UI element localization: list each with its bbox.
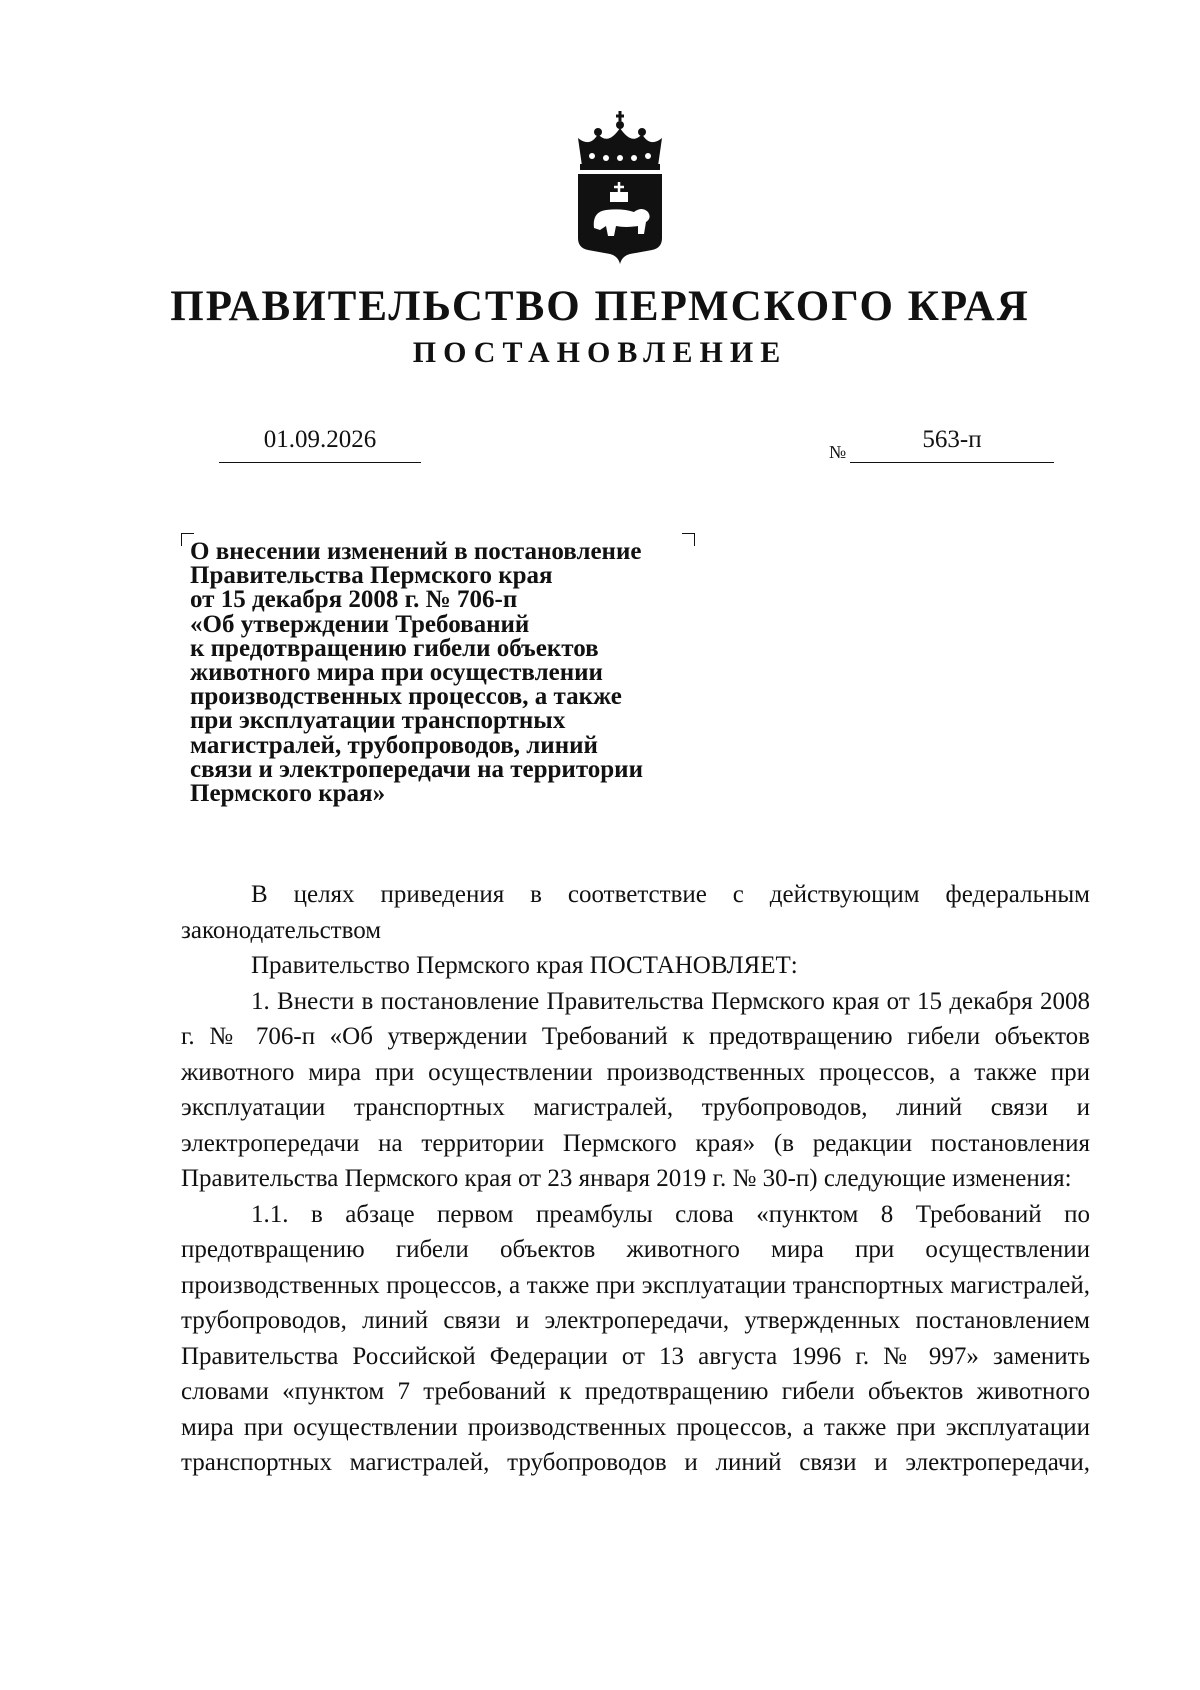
number-sign: № [829, 442, 847, 462]
subject-line: О внесении изменений в постановление [190, 538, 642, 565]
body-paragraph-item-1: 1. Внести в постановление Правительства Пермского края от 15 декабря 2008 г. № 706-п «Об утверждении Требований к предотвращению гибели объектов животного мира при осуществлении производственных процессов, а также при эксплуатации транспортных магистралей, трубопроводов, линий связи и электропередачи на территории Пермского края» (в редакции постановления Правительства Пермского края от 23 января 2019 г. № 30-п) следующие изменения: [181, 987, 1090, 1192]
body-paragraph-resolves: Правительство Пермского края ПОСТАНОВЛЯЕТ: [251, 952, 798, 979]
subject-line: связи и электропередачи на территории [190, 755, 643, 783]
subject-line: Правительства Пермского края [190, 562, 553, 590]
document-body [181, 877, 1090, 1481]
subject-line: к предотвращению гибели объектов [190, 634, 599, 662]
perm-krai-coat-of-arms-icon [572, 108, 668, 264]
document-date: 01.09.2026 [219, 422, 421, 463]
body-paragraph-item-1-1: 1.1. в абзаце первом преамбулы слова «пунктом 8 Требований по предотвращению гибели объектов животного мира при осуществлении производственных процессов, а также при эксплуатации транспортных магистралей, трубопроводов, линий связи и электропередачи, утвержденных постановлением Правительства Российской Федерации от 13 августа 1996 г. № 997» заменить словами «пунктом 7 требований к предотвращению гибели объектов животного мира при осуществлении производственных процессов, а также при эксплуатации транспортных магистралей, трубопроводов и линий связи и электропередачи, [181, 1200, 1090, 1476]
document-subject [190, 540, 710, 806]
subject-line: производственных процессов, а также [190, 683, 622, 711]
subject-line: от 15 декабря 2008 г. № 706-п [190, 586, 518, 614]
document-type-title: ПОСТАНОВЛЕНИЕ [412, 336, 788, 369]
subject-line: «Об утверждении Требований [190, 610, 530, 638]
document-number: 563-п [850, 422, 1054, 463]
subject-line: животного мира при осуществлении [190, 659, 603, 687]
subject-line: магистралей, трубопроводов, линий [190, 731, 598, 759]
subject-line: Пермского края» [190, 780, 386, 808]
subject-line: при эксплуатации транспортных [190, 707, 566, 735]
org-title: ПРАВИТЕЛЬСТВО ПЕРМСКОГО КРАЯ [170, 283, 1030, 330]
body-paragraph-preamble: В целях приведения в соответствие с действующим федеральным законодательством [181, 881, 1090, 944]
